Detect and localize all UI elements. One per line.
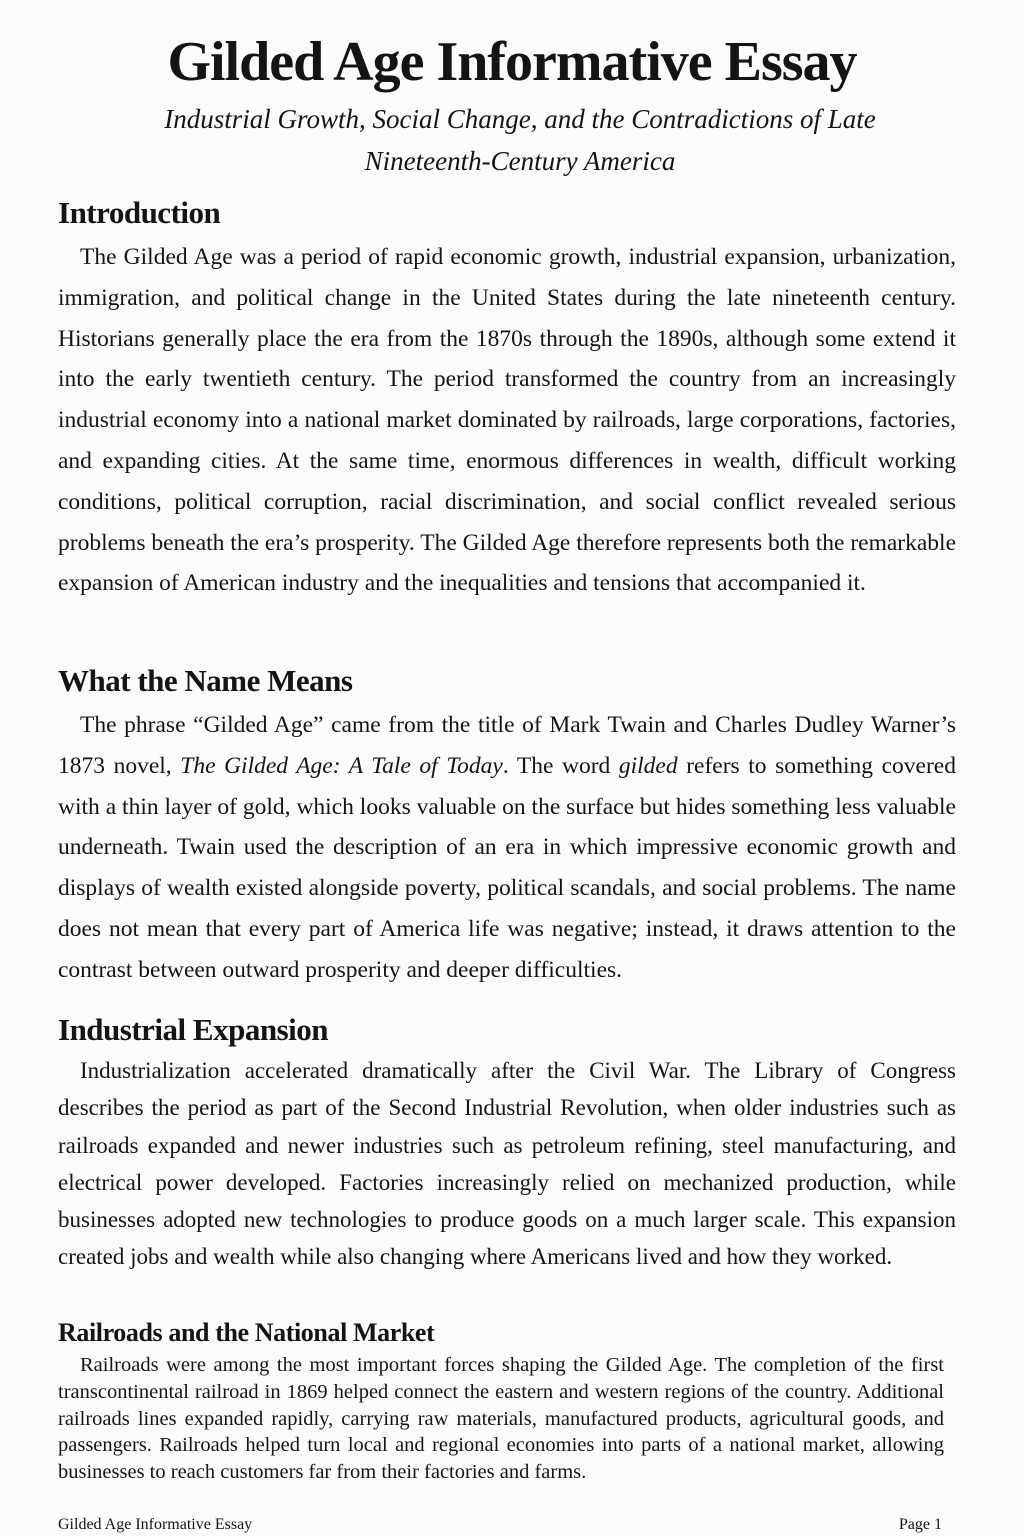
- footer-document-title: Gilded Age Informative Essay: [58, 1516, 253, 1533]
- section-paragraph-introduction: The Gilded Age was a period of rapid economic growth, industrial expansion, urbanization, immigration, and political change in the United States during the late nineteenth century. Historians generally place the era from the 1870s through the 1890s, although some extend it into the early twentieth century. The period transformed the country from an increasingly industrial economy into a national market dominated by railroads, large corporations, factories, and expanding cities. At the same time, enormous differences in wealth, difficult working conditions, political corruption, racial discrimination, and social conflict revealed serious problems beneath the era’s prosperity. The Gilded Age therefore represents both the remarkable expansion of American industry and the inequalities and tensions that accompanied it.: [58, 244, 956, 597]
- footer-page-number: Page 1: [898, 1516, 942, 1533]
- emphasized-term: gilded: [618, 752, 678, 779]
- section-paragraph-industrial-expansion: Industrialization accelerated dramatically after the Civil War. The Library of Congress describes the period as part of the Second Industrial Revolution, when older industries such as railroads expanded and newer industries such as petroleum refining, steel manufacturing, and electrical power developed. Factories increasingly relied on mechanized production, while businesses adopted new technologies to produce goods on a much larger scale. This expansion created jobs and wealth while also changing where Americans lived and how they worked.: [58, 1058, 956, 1270]
- section-heading-industrial-expansion: Industrial Expansion: [58, 1012, 328, 1047]
- document-title: Gilded Age Informative Essay: [167, 31, 857, 93]
- section-heading-railroads: Railroads and the National Market: [58, 1318, 435, 1347]
- document-subtitle: Industrial Growth, Social Change, and the Contradictions of Late Nineteenth-Century America: [164, 104, 876, 176]
- book-title: The Gilded Age: A Tale of Today: [180, 752, 503, 779]
- section-paragraph-railroads: Railroads were among the most important forces shaping the Gilded Age. The completion of the first transcontinental railroad in 1869 helped connect the eastern and western regions of the country. Additional railroads lines expanded rapidly, carrying raw materials, manufactured products, agricultural goods, and passengers. Railroads helped turn local and regional economies into parts of a national market, allowing businesses to reach customers far from their factories and farms.: [58, 1354, 944, 1484]
- paragraph-text-part: The phrase “Gilded Age” came from the title of Mark Twain and Charles Dudley Warner’s 1873 novel,: [58, 712, 956, 779]
- section-heading-what-the-name-means: What the Name Means: [58, 663, 353, 698]
- section-heading-introduction: Introduction: [58, 195, 221, 230]
- section-paragraph-what-the-name-means: [58, 705, 956, 991]
- paragraph-text-part: refers to something covered with a thin layer of gold, which looks valuable on the surface but hides something less valuable underneath. Twain used the description of an era in which impressive economic growth and displays of wealth existed alongside poverty, political scandals, and social problems. The name does not mean that every part of America life was negative; instead, it draws attention to the contrast between outward prosperity and deeper difficulties.: [58, 752, 956, 983]
- paragraph-text-part: . The word: [502, 752, 619, 779]
